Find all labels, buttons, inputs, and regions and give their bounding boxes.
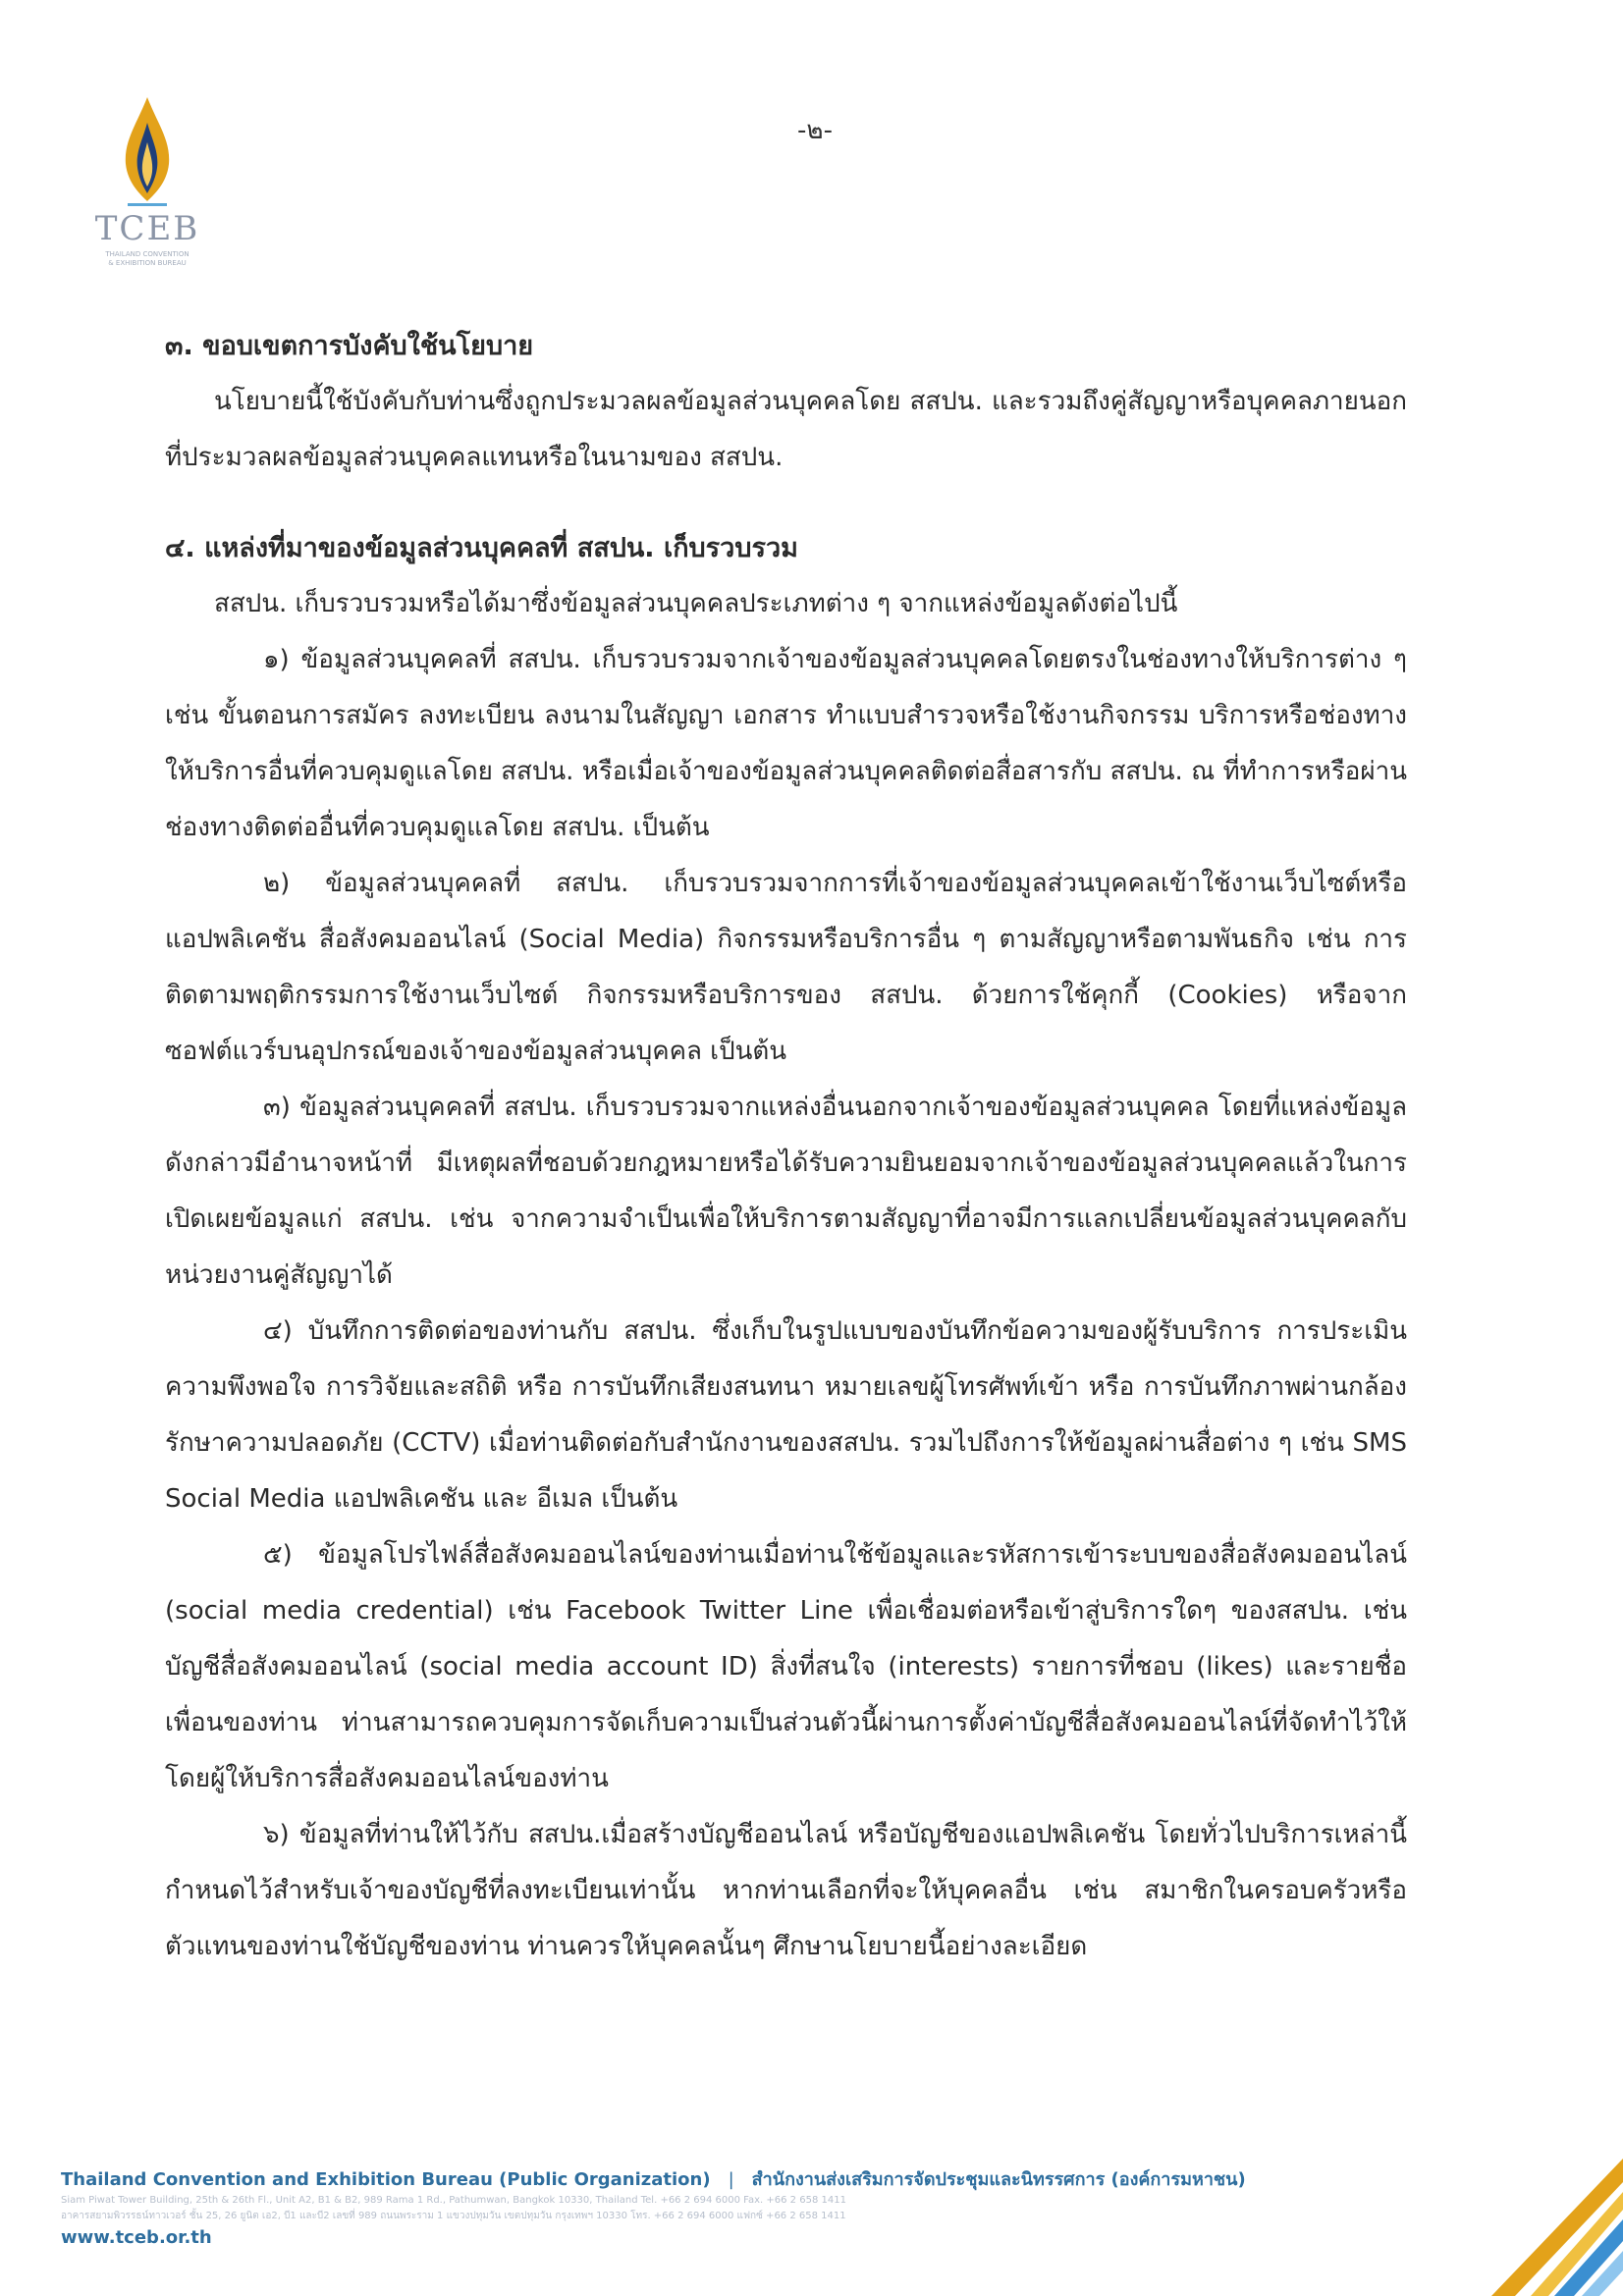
corner-stripes-decoration xyxy=(1476,2139,1623,2296)
section-3-body: นโยบายนี้ใช้บังคับกับท่านซึ่งถูกประมวลผลข้อมูลส่วนบุคคลโดย สสปน. และรวมถึงคู่สัญญาหรือบุคคลภายนอกที่ประมวลผลข้อมูลส่วนบุคคลแทนหรือในนามของ สสปน. xyxy=(165,387,1407,472)
tceb-logo xyxy=(69,93,226,265)
logo-wordmark: TCEB xyxy=(94,209,200,248)
section-4-item-4: ๔) บันทึกการติดต่อของท่านกับ สสปน. ซึ่งเก็บในรูปแบบของบันทึกข้อความของผู้รับบริการ การประเมินความพึงพอใจ การวิจัยและสถิติ หรือ การบันทึกเสียงสนทนา หมายเลขผู้โทรศัพท์เข้า หรือ การบันทึกภาพผ่านกล้องรักษาความปลอดภัย (CCTV) เมื่อท่านติดต่อกับสำนักงานของสสปน. รวมไปถึงการให้ข้อมูลผ่านสื่อต่าง ๆ เช่น SMS Social Media แอปพลิเคชัน และ อีเมล เป็นต้น xyxy=(165,1316,1407,1514)
footer xyxy=(61,2167,1377,2252)
section-4-item-5: ๕) ข้อมูลโปรไฟล์สื่อสังคมออนไลน์ของท่านเมื่อท่านใช้ข้อมูลและรหัสการเข้าระบบของสื่อสังคมออนไลน์ (social media credential) เช่น Facebook Twitter Line เพื่อเชื่อมต่อหรือเข้าสู่บริการใดๆ ของสสปน. เช่น บัญชีสื่อสังคมออนไลน์ (social media account ID) สิ่งที่สนใจ (interests) รายการที่ชอบ (likes) และรายชื่อเพื่อนของท่าน ท่านสามารถควบคุมการจัดเก็บความเป็นส่วนตัวนี้ผ่านการตั้งค่าบัญชีสื่อสังคมออนไลน์ที่จัดทำไว้ให้โดยผู้ให้บริการสื่อสังคมออนไลน์ของท่าน xyxy=(165,1540,1407,1793)
footer-org-en: Thailand Convention and Exhibition Bureau (Public Organization) xyxy=(61,2169,711,2190)
section-4-item-6: ๖) ข้อมูลที่ท่านให้ไว้กับ สสปน.เมื่อสร้างบัญชีออนไลน์ หรือบัญชีของแอปพลิเคชัน โดยทั่วไปบริการเหล่านี้กำหนดไว้สำหรับเจ้าของบัญชีที่ลงทะเบียนเท่านั้น หากท่านเลือกที่จะให้บุคคลอื่น เช่น สมาชิกในครอบครัวหรือตัวแทนของท่านใช้บัญชีของท่าน ท่านควรให้บุคคลนั้นๆ ศึกษานโยบายนี้อย่างละเอียด xyxy=(165,1820,1407,1961)
section-3-heading: ๓. ขอบเขตการบังคับใช้นโยบาย xyxy=(165,331,534,361)
section-4-item-2: ๒) ข้อมูลส่วนบุคคลที่ สสปน. เก็บรวบรวมจากการที่เจ้าของข้อมูลส่วนบุคคลเข้าใช้งานเว็บไซต์หรือแอปพลิเคชัน สื่อสังคมออนไลน์ (Social Media) กิจกรรมหรือบริการอื่น ๆ ตามสัญญาหรือตามพันธกิจ เช่น การติดตามพฤติกรรมการใช้งานเว็บไซต์ กิจกรรมหรือบริการของ สสปน. ด้วยการใช้คุกกี้ (Cookies) หรือจากซอฟต์แวร์บนอุปกรณ์ของเจ้าของข้อมูลส่วนบุคคล เป็นต้น xyxy=(165,869,1407,1066)
footer-website-link[interactable]: www.tceb.or.th xyxy=(61,2227,212,2248)
section-4-item-3: ๓) ข้อมูลส่วนบุคคลที่ สสปน. เก็บรวบรวมจากแหล่งอื่นนอกจากเจ้าของข้อมูลส่วนบุคคล โดยที่แหล่งข้อมูลดังกล่าวมีอำนาจหน้าที่ มีเหตุผลที่ชอบด้วยกฎหมายหรือได้รับความยินยอมจากเจ้าของข้อมูลส่วนบุคคลแล้วในการเปิดเผยข้อมูลแก่ สสปน. เช่น จากความจำเป็นเพื่อให้บริการตามสัญญาที่อาจมีการแลกเปลี่ยนข้อมูลส่วนบุคคลกับหน่วยงานคู่สัญญาได้ xyxy=(165,1093,1407,1290)
page-number: -๒- xyxy=(797,116,833,145)
footer-address-th: อาคารสยามพิวรรธน์ทาวเวอร์ ชั้น 25, 26 ยูนิต เอ2, บี1 และบี2 เลขที่ 989 ถนนพระราม 1 แขวงปทุมวัน เขตปทุมวัน กรุงเทพฯ 10330 โทร. +66 2 694 6000 แฟกซ์ +66 2 658 1411 xyxy=(61,2211,846,2221)
footer-separator: | xyxy=(728,2169,734,2190)
footer-org-line xyxy=(61,2167,1377,2193)
footer-address-en: Siam Piwat Tower Building, 25th & 26th Fl., Unit A2, B1 & B2, 989 Rama 1 Rd., Pathumwan, Bangkok 10330, Thailand Tel. +66 2 694 6000 Fax. +66 2 658 1411 xyxy=(61,2195,846,2206)
flame-icon xyxy=(69,93,226,209)
section-4-heading: ๔. แหล่งที่มาของข้อมูลส่วนบุคคลที่ สสปน. เก็บรวบรวม xyxy=(165,533,798,563)
document-body xyxy=(165,319,1407,1975)
section-4-item-1: ๑) ข้อมูลส่วนบุคคลที่ สสปน. เก็บรวบรวมจากเจ้าของข้อมูลส่วนบุคคลโดยตรงในช่องทางให้บริการต่าง ๆ เช่น ขั้นตอนการสมัคร ลงทะเบียน ลงนามในสัญญา เอกสาร ทำแบบสำรวจหรือใช้งานกิจกรรม บริการหรือช่องทางให้บริการอื่นที่ควบคุมดูแลโดย สสปน. หรือเมื่อเจ้าของข้อมูลส่วนบุคคลติดต่อสื่อสารกับ สสปน. ณ ที่ทำการหรือผ่านช่องทางติดต่ออื่นที่ควบคุมดูแลโดย สสปน. เป็นต้น xyxy=(165,645,1407,842)
section-4-intro: สสปน. เก็บรวบรวมหรือได้มาซึ่งข้อมูลส่วนบุคคลประเภทต่าง ๆ จากแหล่งข้อมูลดังต่อไปนี้ xyxy=(214,589,1178,618)
logo-subtitle: THAILAND CONVENTION & EXHIBITION BUREAU xyxy=(105,250,189,267)
footer-org-th: สำนักงานส่งเสริมการจัดประชุมและนิทรรศการ (องค์การมหาชน) xyxy=(751,2169,1246,2190)
